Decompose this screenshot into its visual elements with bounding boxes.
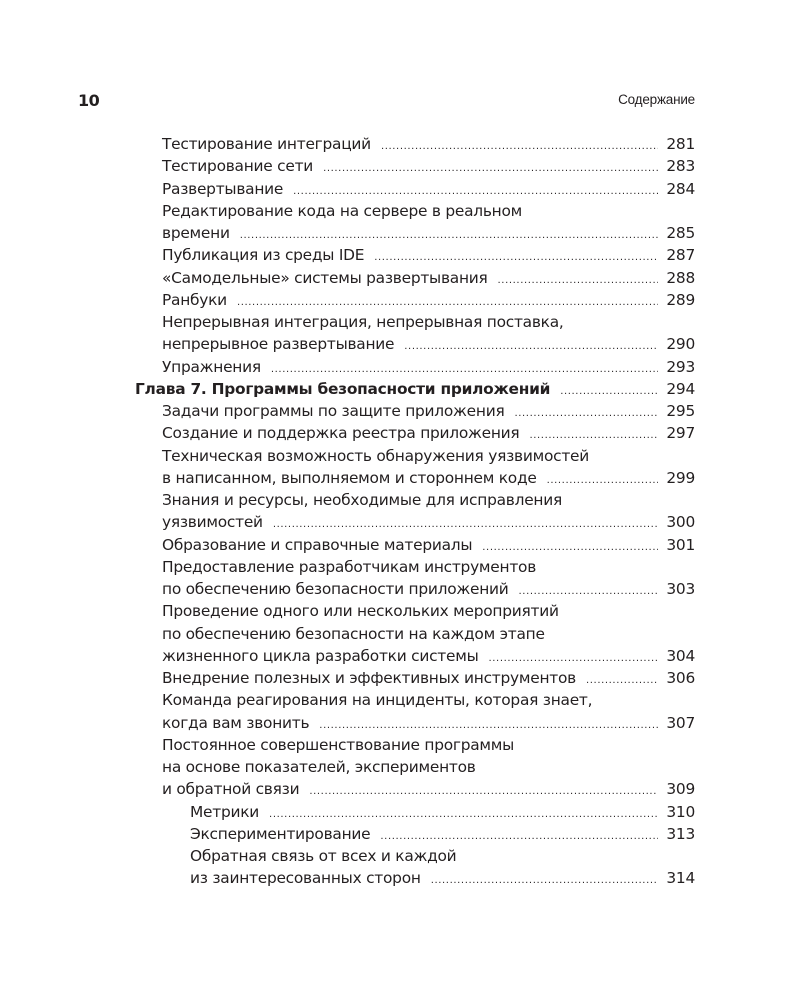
toc-entry[interactable] — [162, 489, 695, 534]
toc-page-number: 284 — [666, 179, 695, 198]
toc-page-number: 300 — [666, 513, 695, 532]
running-title: Содержание — [618, 92, 695, 107]
toc-page-number: 287 — [666, 246, 695, 265]
toc-entry-title: Проведение одного или нескольких мероприятий — [162, 602, 559, 621]
toc-entry[interactable] — [162, 734, 695, 801]
toc-entry-line — [162, 645, 695, 667]
toc-page-number: 304 — [666, 646, 695, 665]
toc-entry-title: Образование и справочные материалы — [162, 535, 473, 554]
toc-page-number: 307 — [666, 713, 695, 732]
toc-page-number: 294 — [666, 379, 695, 398]
toc-entry-title: Упражнения — [162, 357, 261, 376]
toc-page-number: 299 — [666, 468, 695, 487]
toc-entry[interactable] — [162, 133, 695, 155]
toc-entry-title: Редактирование кода на сервере в реальном — [162, 201, 523, 220]
toc-entry-title: Развертывание — [162, 179, 284, 198]
toc-page-number: 306 — [666, 669, 695, 687]
toc-entry-line — [162, 422, 695, 444]
toc-entry[interactable] — [162, 356, 695, 378]
toc-entry-line — [162, 311, 695, 333]
toc-entry-line — [190, 867, 695, 889]
toc-entry[interactable] — [162, 689, 695, 734]
toc-entry-title: из заинтересованных сторон — [190, 869, 421, 888]
toc-entry-line — [162, 445, 695, 467]
toc-entry-line — [162, 333, 695, 355]
toc-entry-line — [190, 801, 695, 823]
toc-entry[interactable] — [162, 267, 695, 289]
page-number: 10 — [78, 91, 100, 110]
toc-chapter-entry[interactable] — [135, 378, 695, 400]
toc-entry[interactable] — [162, 155, 695, 177]
toc-entry-title: Метрики — [190, 802, 260, 821]
toc-entry-line — [162, 178, 695, 200]
toc-entry[interactable] — [190, 845, 695, 890]
toc-entry-line — [162, 578, 695, 600]
toc-entry-line — [162, 689, 695, 711]
toc-entry-title: Экспериментирование — [190, 824, 371, 843]
toc-entry[interactable] — [162, 600, 695, 667]
toc-page-number: 303 — [666, 580, 695, 598]
toc-entry-line — [162, 267, 695, 289]
toc-entry[interactable] — [162, 400, 695, 422]
toc-page-number: 309 — [666, 780, 695, 799]
toc-entry[interactable] — [190, 823, 695, 845]
toc-entry-line — [162, 712, 695, 734]
toc-page-number: 310 — [666, 802, 695, 821]
toc-entry-title: жизненного цикла разработки системы — [162, 646, 479, 665]
toc-entry-line — [162, 155, 695, 177]
toc-entry-title: Задачи программы по защите приложения — [162, 402, 505, 420]
toc-entry-title: Техническая возможность обнаружения уязвимостей — [162, 446, 590, 465]
toc-entry-line — [162, 511, 695, 533]
toc-entry-line — [162, 489, 695, 511]
toc-page-number: 285 — [666, 224, 695, 242]
toc-entry-title: Тестирование сети — [162, 157, 314, 176]
toc-page-number: 289 — [666, 290, 695, 309]
toc-entry-line — [162, 534, 695, 556]
toc-entry-title: по обеспечению безопасности на каждом этапе — [162, 624, 545, 643]
toc-page-number: 293 — [666, 357, 695, 376]
toc-entry-line — [190, 823, 695, 845]
page-header — [78, 91, 695, 111]
toc-entry-line — [162, 600, 695, 622]
toc-entry-title: Создание и поддержка реестра приложения — [162, 424, 520, 443]
toc-entry-line — [162, 400, 695, 422]
toc-entry-title: Публикация из среды IDE — [162, 246, 365, 265]
toc-entry-title: Команда реагирования на инциденты, которая знает, — [162, 691, 593, 710]
toc-page-number: 301 — [666, 535, 695, 554]
toc-entry[interactable] — [162, 311, 695, 356]
toc-entry[interactable] — [162, 534, 695, 556]
toc-entry-line — [162, 623, 695, 645]
toc-page-number: 313 — [666, 824, 695, 843]
toc-entry-line — [162, 356, 695, 378]
toc-entry-title: на основе показателей, экспериментов — [162, 758, 476, 776]
toc-entry[interactable] — [162, 667, 695, 689]
toc-entry[interactable] — [190, 801, 695, 823]
toc-page-number: 288 — [666, 268, 695, 287]
toc-entry-title: Обратная связь от всех и каждой — [190, 847, 457, 865]
toc-entry-line — [162, 734, 695, 756]
toc-entry[interactable] — [162, 422, 695, 444]
toc-entry-title: и обратной связи — [162, 780, 300, 799]
toc-entry-title: по обеспечению безопасности приложений — [162, 580, 509, 598]
toc-entry[interactable] — [162, 178, 695, 200]
toc-entry-line — [162, 200, 695, 222]
toc-entry[interactable] — [162, 200, 695, 245]
toc-entry-title: Глава 7. Программы безопасности приложений — [135, 379, 551, 398]
toc-entry-title: «Самодельные» системы развертывания — [162, 268, 488, 287]
table-of-contents — [0, 133, 800, 890]
toc-page-number: 283 — [666, 157, 695, 176]
toc-entry-line — [162, 556, 695, 578]
toc-entry-title: Постоянное совершенствование программы — [162, 735, 515, 754]
toc-entry-line — [162, 289, 695, 311]
toc-entry-title: времени — [162, 224, 230, 242]
toc-entry-line — [162, 244, 695, 266]
toc-page-number: 290 — [666, 335, 695, 354]
toc-entry-line — [162, 778, 695, 800]
toc-entry-title: Ранбуки — [162, 290, 227, 309]
toc-entry-title: в написанном, выполняемом и стороннем коде — [162, 468, 537, 487]
toc-entry-line — [135, 378, 695, 400]
toc-page-number: 297 — [666, 424, 695, 443]
toc-entry[interactable] — [162, 445, 695, 490]
toc-entry-line — [162, 133, 695, 155]
toc-entry-line — [162, 667, 695, 689]
toc-entry-title: Знания и ресурсы, необходимые для исправления — [162, 491, 562, 509]
toc-entry-line — [162, 756, 695, 778]
toc-entry[interactable] — [162, 244, 695, 266]
toc-entry-line — [162, 467, 695, 489]
toc-entry-title: Внедрение полезных и эффективных инструментов — [162, 669, 576, 687]
toc-entry-title: когда вам звонить — [162, 713, 310, 732]
toc-entry-title: Предоставление разработчикам инструментов — [162, 557, 537, 576]
toc-entry-title: Непрерывная интеграция, непрерывная поставка, — [162, 313, 564, 331]
toc-entry-line — [162, 222, 695, 244]
toc-page-number: 281 — [666, 135, 695, 153]
toc-entry-title: уязвимостей — [162, 513, 263, 532]
toc-entry-title: непрерывное развертывание — [162, 335, 395, 354]
dot-leader — [431, 870, 659, 892]
toc-page-number: 295 — [666, 402, 695, 420]
toc-entry[interactable] — [162, 289, 695, 311]
toc-entry-title: Тестирование интеграций — [162, 135, 371, 153]
toc-page-number: 314 — [666, 869, 695, 888]
toc-entry-line — [190, 845, 695, 867]
toc-entry[interactable] — [162, 556, 695, 601]
